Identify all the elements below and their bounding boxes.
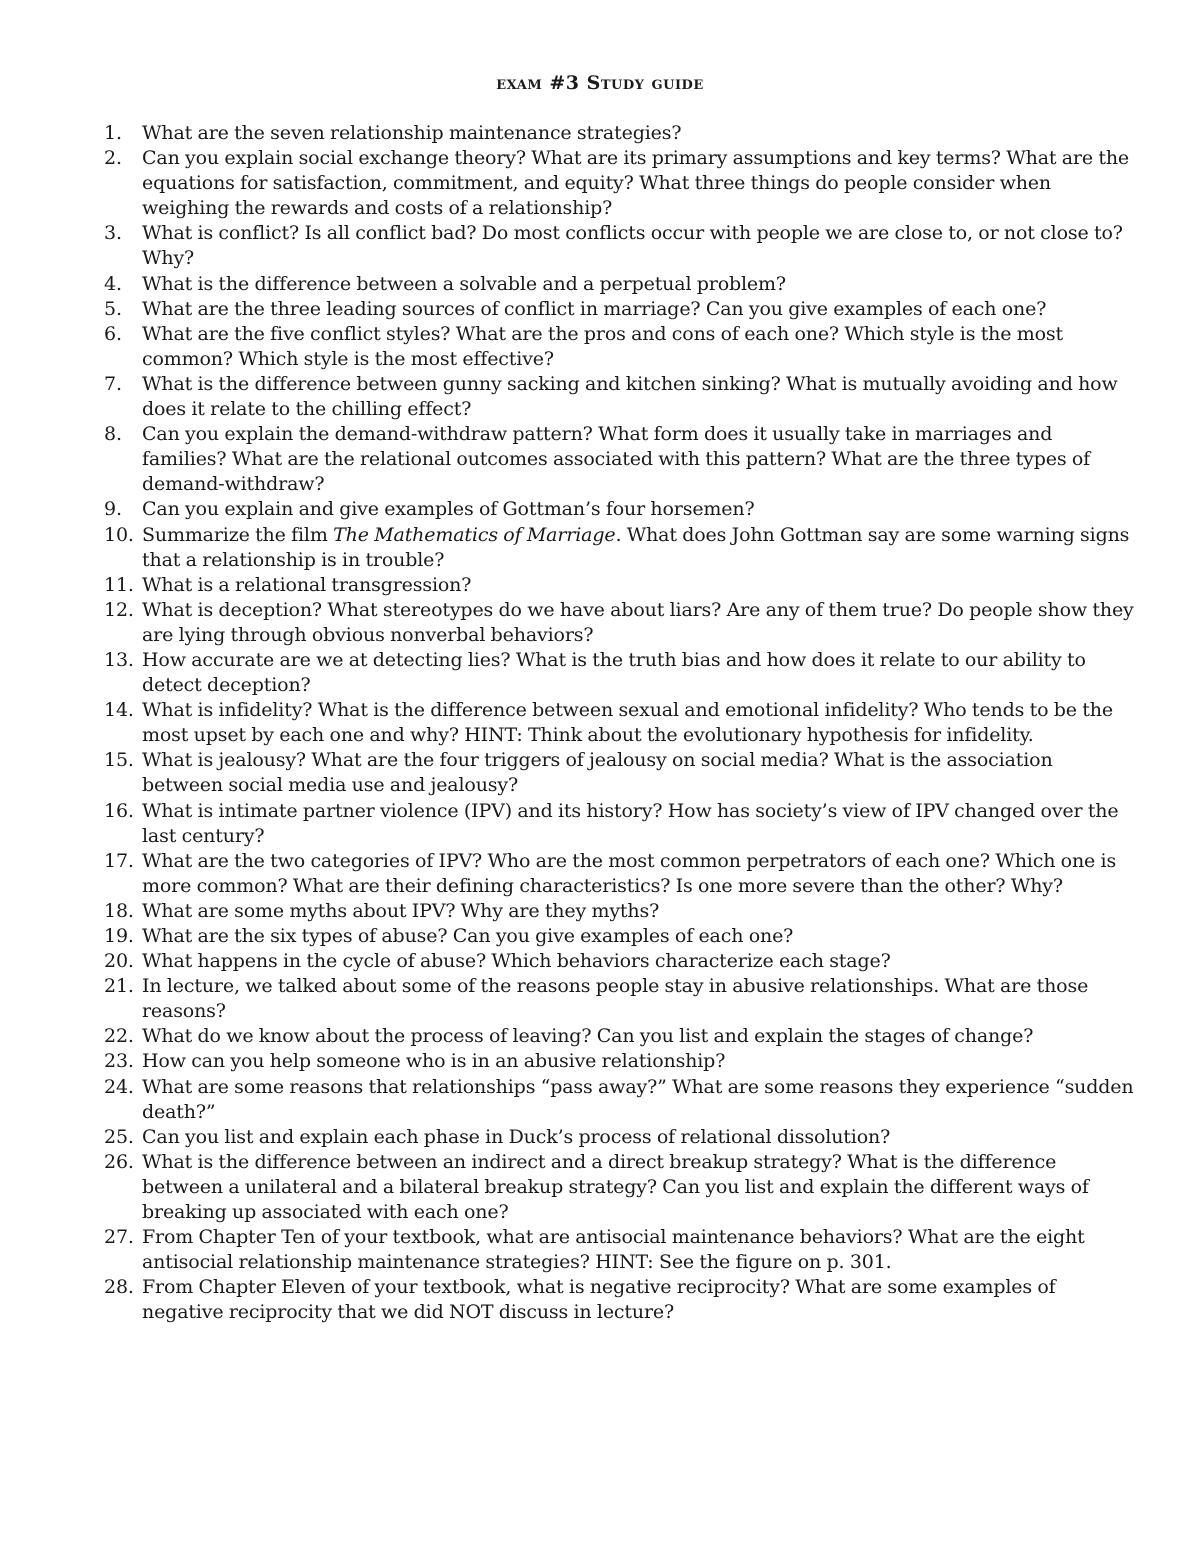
- question-text: Can you explain social exchange theory? What are its primary assumptions and key terms? What are the equations for satisfaction, commitment, and equity? What three things do people consider when weighing the rewards and costs of a relationship?: [142, 147, 1130, 220]
- question-number: 12.: [104, 598, 134, 621]
- question-number: 14.: [104, 699, 134, 722]
- question-text: What are the two categories of IPV? Who are the most common perpetrators of each one? Which one is more common? What are their defining characteristics? Is one more severe than the other? Why?: [142, 849, 1117, 897]
- question-text: What are the six types of abuse? Can you give examples of each one?: [142, 925, 794, 947]
- question-number: 28.: [104, 1276, 134, 1299]
- question-text: What is conflict? Is all conflict bad? Do most conflicts occur with people we are close to, or not close to? Why?: [142, 222, 1123, 270]
- question-number: 18.: [104, 899, 134, 922]
- question-item: [104, 924, 1134, 949]
- question-number: 6.: [104, 322, 122, 345]
- question-item: [104, 272, 1134, 297]
- question-text: What is the difference between gunny sacking and kitchen sinking? What is mutually avoiding and how does it relate to the chilling effect?: [142, 372, 1118, 421]
- question-item: [104, 974, 1134, 1024]
- question-text: What are some reasons that relationships “pass away?” What are some reasons they experience “sudden death?”: [142, 1075, 1134, 1123]
- question-item: [104, 372, 1134, 422]
- question-number: 3.: [104, 222, 122, 245]
- question-item: [104, 698, 1134, 748]
- question-text: Can you explain and give examples of Gottman’s four horsemen?: [142, 498, 755, 521]
- question-text: What are the seven relationship maintenance strategies?: [142, 122, 682, 144]
- question-item: [104, 297, 1134, 322]
- question-text: What are the three leading sources of conflict in marriage? Can you give examples of each one?: [142, 297, 1047, 320]
- question-text: What do we know about the process of leaving? Can you list and explain the stages of change?: [142, 1025, 1034, 1048]
- question-number: 15.: [104, 749, 134, 772]
- question-item: [104, 422, 1134, 497]
- question-number: 7.: [104, 372, 122, 395]
- question-number: 24.: [104, 1075, 134, 1098]
- question-item: [104, 322, 1134, 372]
- question-text: [142, 524, 1129, 571]
- question-item: [104, 648, 1134, 698]
- question-text: What happens in the cycle of abuse? Which behaviors characterize each stage?: [142, 950, 891, 973]
- question-item: [104, 523, 1134, 573]
- question-number: 10.: [104, 523, 134, 546]
- question-item: [104, 573, 1134, 598]
- question-number: 26.: [104, 1150, 134, 1173]
- question-item: [104, 849, 1134, 899]
- question-number: 4.: [104, 272, 122, 295]
- question-item: [104, 221, 1134, 271]
- question-text: How can you help someone who is in an abusive relationship?: [142, 1050, 726, 1073]
- question-item: [104, 1075, 1134, 1125]
- question-text-part: . What does John Gottman say are some warning signs that a relationship is in trouble?: [142, 523, 1130, 571]
- question-text: Can you explain the demand-withdraw pattern? What form does it usually take in marriages and families? What are the relational outcomes associated with this pattern? What are the three types of demand-withdraw?: [142, 423, 1091, 496]
- question-text: From Chapter Eleven of your textbook, what is negative reciprocity? What are some examples of negative reciprocity that we did NOT discuss in lecture?: [142, 1276, 1056, 1324]
- question-text: What is the difference between an indirect and a direct breakup strategy? What is the difference between a unilateral and a bilateral breakup strategy? Can you list and explain the different ways of breaking up associated with each one?: [142, 1150, 1089, 1224]
- question-number: 25.: [104, 1125, 134, 1148]
- question-item: [104, 949, 1134, 974]
- question-number: 21.: [104, 975, 134, 998]
- question-text: What are the five conflict styles? What are the pros and cons of each one? Which style is the most common? Which style is the most effective?: [142, 322, 1063, 370]
- question-number: 5.: [104, 297, 122, 320]
- question-item: [104, 899, 1134, 924]
- question-item: [104, 1049, 1134, 1074]
- question-item: [104, 748, 1134, 798]
- question-text: From Chapter Ten of your textbook, what are antisocial maintenance behaviors? What are the eight antisocial relationship maintenance strategies? HINT: See the figure on p. 301.: [142, 1226, 1085, 1274]
- page-title: exam #3 Study guide: [496, 72, 704, 94]
- question-item: [104, 1150, 1134, 1225]
- question-text: How accurate are we at detecting lies? What is the truth bias and how does it relate to our ability to detect deception?: [142, 648, 1086, 697]
- question-text: What is deception? What stereotypes do we have about liars? Are any of them true? Do people show they are lying through obvious nonverbal behaviors?: [142, 598, 1134, 646]
- question-number: 19.: [104, 925, 134, 947]
- question-number: 27.: [104, 1226, 134, 1249]
- question-item: [104, 1225, 1134, 1275]
- question-item: [104, 1275, 1134, 1325]
- question-text: In lecture, we talked about some of the reasons people stay in abusive relationships. What are those reasons?: [142, 975, 1089, 1023]
- question-number: 1.: [104, 122, 122, 144]
- question-number: 17.: [104, 849, 134, 872]
- question-text: What is infidelity? What is the difference between sexual and emotional infidelity? Who tends to be the most upset by each one and why? HINT: Think about the evolutionary hypothesis for infidelity.: [142, 699, 1113, 747]
- question-text: What is a relational transgression?: [142, 573, 472, 596]
- question-item: [104, 799, 1134, 849]
- question-number: 20.: [104, 950, 134, 973]
- question-item: [104, 121, 1134, 146]
- question-item: [104, 598, 1134, 648]
- question-item: [104, 146, 1134, 221]
- question-text: What are some myths about IPV? Why are they myths?: [142, 899, 660, 922]
- question-item: [104, 497, 1134, 522]
- question-list: [104, 121, 1134, 1326]
- question-text: Can you list and explain each phase in Duck’s process of relational dissolution?: [142, 1125, 891, 1148]
- film-title: The Mathematics of Marriage: [333, 523, 616, 546]
- question-number: 11.: [104, 573, 134, 596]
- question-number: 9.: [104, 498, 122, 521]
- question-item: [104, 1024, 1134, 1049]
- question-item: [104, 1125, 1134, 1150]
- question-text: What is intimate partner violence (IPV) and its history? How has society’s view of IPV changed over the last century?: [142, 799, 1119, 847]
- question-number: 23.: [104, 1050, 134, 1073]
- question-text-part: Summarize the film: [142, 523, 334, 546]
- question-number: 13.: [104, 648, 134, 671]
- question-text: What is the difference between a solvable and a perpetual problem?: [142, 272, 786, 295]
- question-number: 8.: [104, 423, 122, 446]
- question-text: What is jealousy? What are the four triggers of jealousy on social media? What is the association between social media use and jealousy?: [142, 749, 1053, 797]
- question-number: 2.: [104, 147, 122, 170]
- question-number: 16.: [104, 799, 134, 822]
- question-number: 22.: [104, 1025, 134, 1048]
